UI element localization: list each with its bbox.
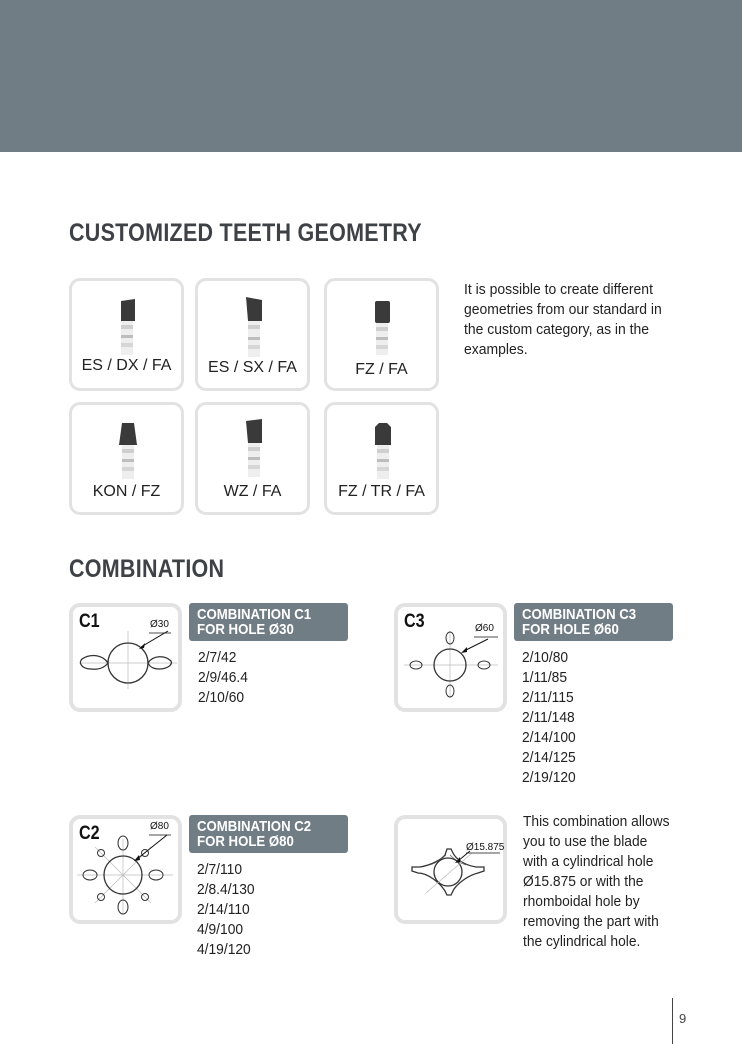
spec-value: 2/10/80	[522, 649, 569, 666]
tooth-label: FZ / FA	[355, 361, 408, 378]
spec-value: 2/9/46.4	[198, 669, 248, 686]
intro-text: It is possible to create different geometries from our standard in the custom category, as in the examples.	[464, 281, 662, 358]
combo-card-c1	[69, 603, 182, 712]
combo-code: C3	[404, 611, 425, 632]
rhomboid-description: This combination allows you to use the blade with a cylindrical hole Ø15.875 or with the rhomboidal hole by removing the part with the cylindrical hole.	[523, 813, 670, 950]
spec-value: 2/11/148	[522, 709, 575, 726]
tooth-label: ES / DX / FA	[81, 357, 172, 374]
combo-header-c1	[189, 603, 348, 641]
section-title-combination: COMBINATION	[69, 555, 225, 583]
spec-list-c2	[197, 860, 255, 960]
hole-diameter-label: Ø30	[150, 619, 169, 630]
tooth-label: WZ / FA	[223, 483, 282, 500]
spec-list-c1	[198, 648, 248, 708]
combo-card-c2	[69, 815, 182, 924]
combo-header-line2: FOR HOLE Ø80	[197, 833, 294, 850]
combo-card-c3	[394, 603, 507, 712]
combo-header-line1: COMBINATION C2	[197, 818, 312, 835]
hole-diameter-label: Ø80	[150, 821, 169, 832]
tooth-card-es-dx-fa	[69, 278, 184, 391]
tooth-card-fz-tr-fa	[324, 402, 439, 515]
page-number: 9	[679, 1011, 687, 1026]
tooth-card-es-sx-fa	[195, 278, 310, 391]
tooth-label: FZ / TR / FA	[338, 483, 425, 500]
spec-value: 2/14/125	[522, 749, 576, 766]
hole-diameter-label: Ø60	[475, 623, 494, 634]
combo-header-line1: COMBINATION C1	[197, 606, 312, 623]
combo-header-line1: COMBINATION C3	[522, 606, 637, 623]
spec-value: 2/7/42	[198, 649, 237, 666]
spec-value: 2/14/100	[522, 729, 576, 746]
tooth-card-wz-fa	[195, 402, 310, 515]
combo-card-rhomboid	[394, 815, 507, 924]
spec-list-c3	[522, 648, 576, 788]
section-title-teeth: CUSTOMIZED TEETH GEOMETRY	[69, 219, 422, 247]
spec-value: 2/19/120	[522, 769, 576, 786]
spec-value: 2/11/115	[522, 689, 574, 706]
spec-value: 2/8.4/130	[197, 881, 255, 898]
combo-code: C2	[79, 823, 100, 844]
page-divider	[672, 998, 673, 1044]
spec-value: 2/10/60	[198, 689, 245, 706]
tooth-card-fz-fa	[324, 278, 439, 391]
spec-value: 2/7/110	[197, 861, 243, 878]
combo-header-line2: FOR HOLE Ø30	[197, 621, 294, 638]
spec-value: 2/14/110	[197, 901, 250, 918]
spec-value: 4/19/120	[197, 941, 251, 958]
rhomboid-hole-icon	[398, 819, 503, 920]
hole-diameter-label: Ø15.875	[466, 842, 505, 853]
tooth-label: KON / FZ	[92, 483, 161, 500]
header-band	[0, 0, 742, 152]
combo-code: C1	[79, 611, 100, 632]
tooth-card-kon-fz	[69, 402, 184, 515]
combo-header-line2: FOR HOLE Ø60	[522, 621, 619, 638]
spec-value: 1/11/85	[522, 669, 568, 686]
combo-header-c2	[189, 815, 348, 853]
spec-value: 4/9/100	[197, 921, 244, 938]
combo-header-c3	[514, 603, 673, 641]
tooth-label: ES / SX / FA	[208, 359, 297, 376]
